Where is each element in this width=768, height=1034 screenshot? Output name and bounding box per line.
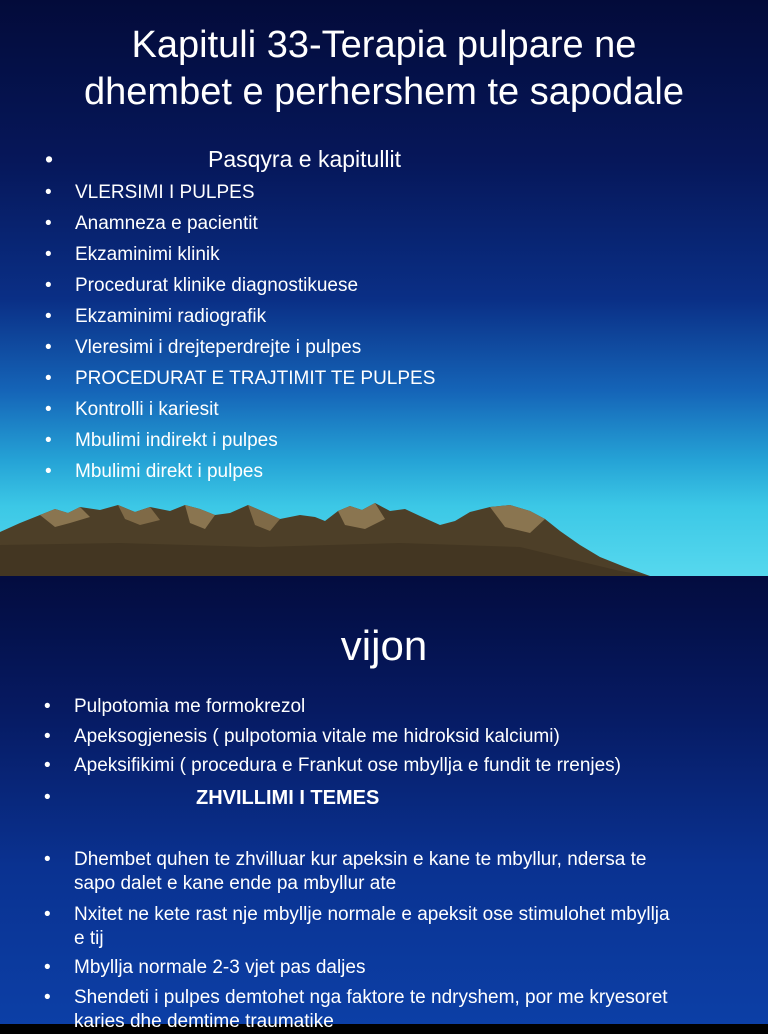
bullet-icon: • (45, 399, 52, 420)
list-item-text: Apeksogjenesis ( pulpotomia vitale me hidroksid kalciumi) (74, 726, 560, 747)
list-item-text: Pulpotomia me formokrezol (74, 696, 306, 717)
bullet-icon: • (44, 755, 51, 776)
bullet-icon: • (44, 726, 51, 747)
chapter-overview-heading: Pasqyra e kapitullit (208, 146, 402, 172)
list-item-text: Apeksifikimi ( procedura e Frankut ose mbyllja e fundit te rrenjes) (74, 755, 622, 776)
bullet-icon: • (44, 904, 51, 925)
bullet-icon: • (45, 461, 52, 482)
bullet-icon: • (44, 849, 51, 870)
bullet-icon: • (45, 275, 52, 296)
mountain-range-illustration (0, 485, 768, 576)
bullet-icon: • (45, 430, 52, 451)
bullet-icon: • (45, 146, 54, 172)
slide-title (0, 22, 768, 116)
list-item-text: sapo dalet e kane ende pa mbyllur ate (74, 873, 397, 894)
list-item-text: Ekzaminimi klinik (75, 244, 220, 265)
list-item (45, 243, 220, 267)
bullet-icon: • (45, 368, 52, 389)
bullet-icon: • (45, 213, 52, 234)
list-item-text: Mbulimi direkt i pulpes (75, 461, 263, 482)
list-item-text: PROCEDURAT E TRAJTIMIT TE PULPES (75, 368, 436, 389)
list-item-text: VLERSIMI I PULPES (75, 182, 255, 203)
list-item-text: Ekzaminimi radiografik (75, 306, 267, 327)
list-item (45, 336, 362, 360)
list-item-text: Mbyllja normale 2-3 vjet pas daljes (74, 957, 366, 978)
list-item (44, 754, 622, 778)
bullet-icon: • (45, 244, 52, 265)
list-item-text: Nxitet ne kete rast nje mbyllje normale e apeksit ose stimulohet mbyllja (74, 904, 670, 925)
list-item (44, 956, 744, 980)
list-item-text: e tij (74, 928, 104, 949)
slide-2-title: vijon (340, 622, 428, 669)
list-item (45, 429, 278, 453)
list-item-text: Kontrolli i kariesit (75, 399, 219, 420)
bullet-icon: • (45, 306, 52, 327)
list-item (44, 725, 560, 749)
bullet-icon: • (44, 787, 51, 808)
bullet-icon: • (44, 987, 51, 1008)
bullet-icon: • (45, 182, 52, 203)
list-item (44, 848, 744, 896)
list-item (45, 398, 219, 422)
list-item-text: Procedurat klinike diagnostikuese (75, 275, 359, 296)
list-item-text: karies dhe demtime traumatike (74, 1011, 334, 1032)
list-item (45, 212, 258, 236)
section-heading: ZHVILLIMI I TEMES (196, 787, 380, 809)
list-item-text: Shendeti i pulpes demtohet nga faktore te ndryshem, por me kryesoret (74, 987, 668, 1008)
bullet-icon: • (45, 337, 52, 358)
list-item (44, 695, 306, 719)
list-item (45, 367, 436, 391)
list-item-text: Dhembet quhen te zhvilluar kur apeksin e kane te mbyllur, ndersa te (74, 849, 647, 870)
list-item-text: Mbulimi indirekt i pulpes (75, 430, 278, 451)
list-item (44, 903, 744, 951)
bullet-icon: • (44, 957, 51, 978)
list-item (45, 274, 359, 298)
title-line-1: Kapituli 33-Terapia pulpare ne (131, 24, 637, 66)
list-item (45, 181, 255, 205)
title-line-2: dhembet e perhershem te sapodale (84, 71, 684, 113)
list-item (44, 986, 744, 1034)
list-item (45, 305, 267, 329)
list-item-text: Vleresimi i drejteperdrejte i pulpes (75, 337, 362, 358)
list-item-text: Anamneza e pacientit (75, 213, 258, 234)
bullet-icon: • (44, 696, 51, 717)
list-item (45, 460, 263, 484)
